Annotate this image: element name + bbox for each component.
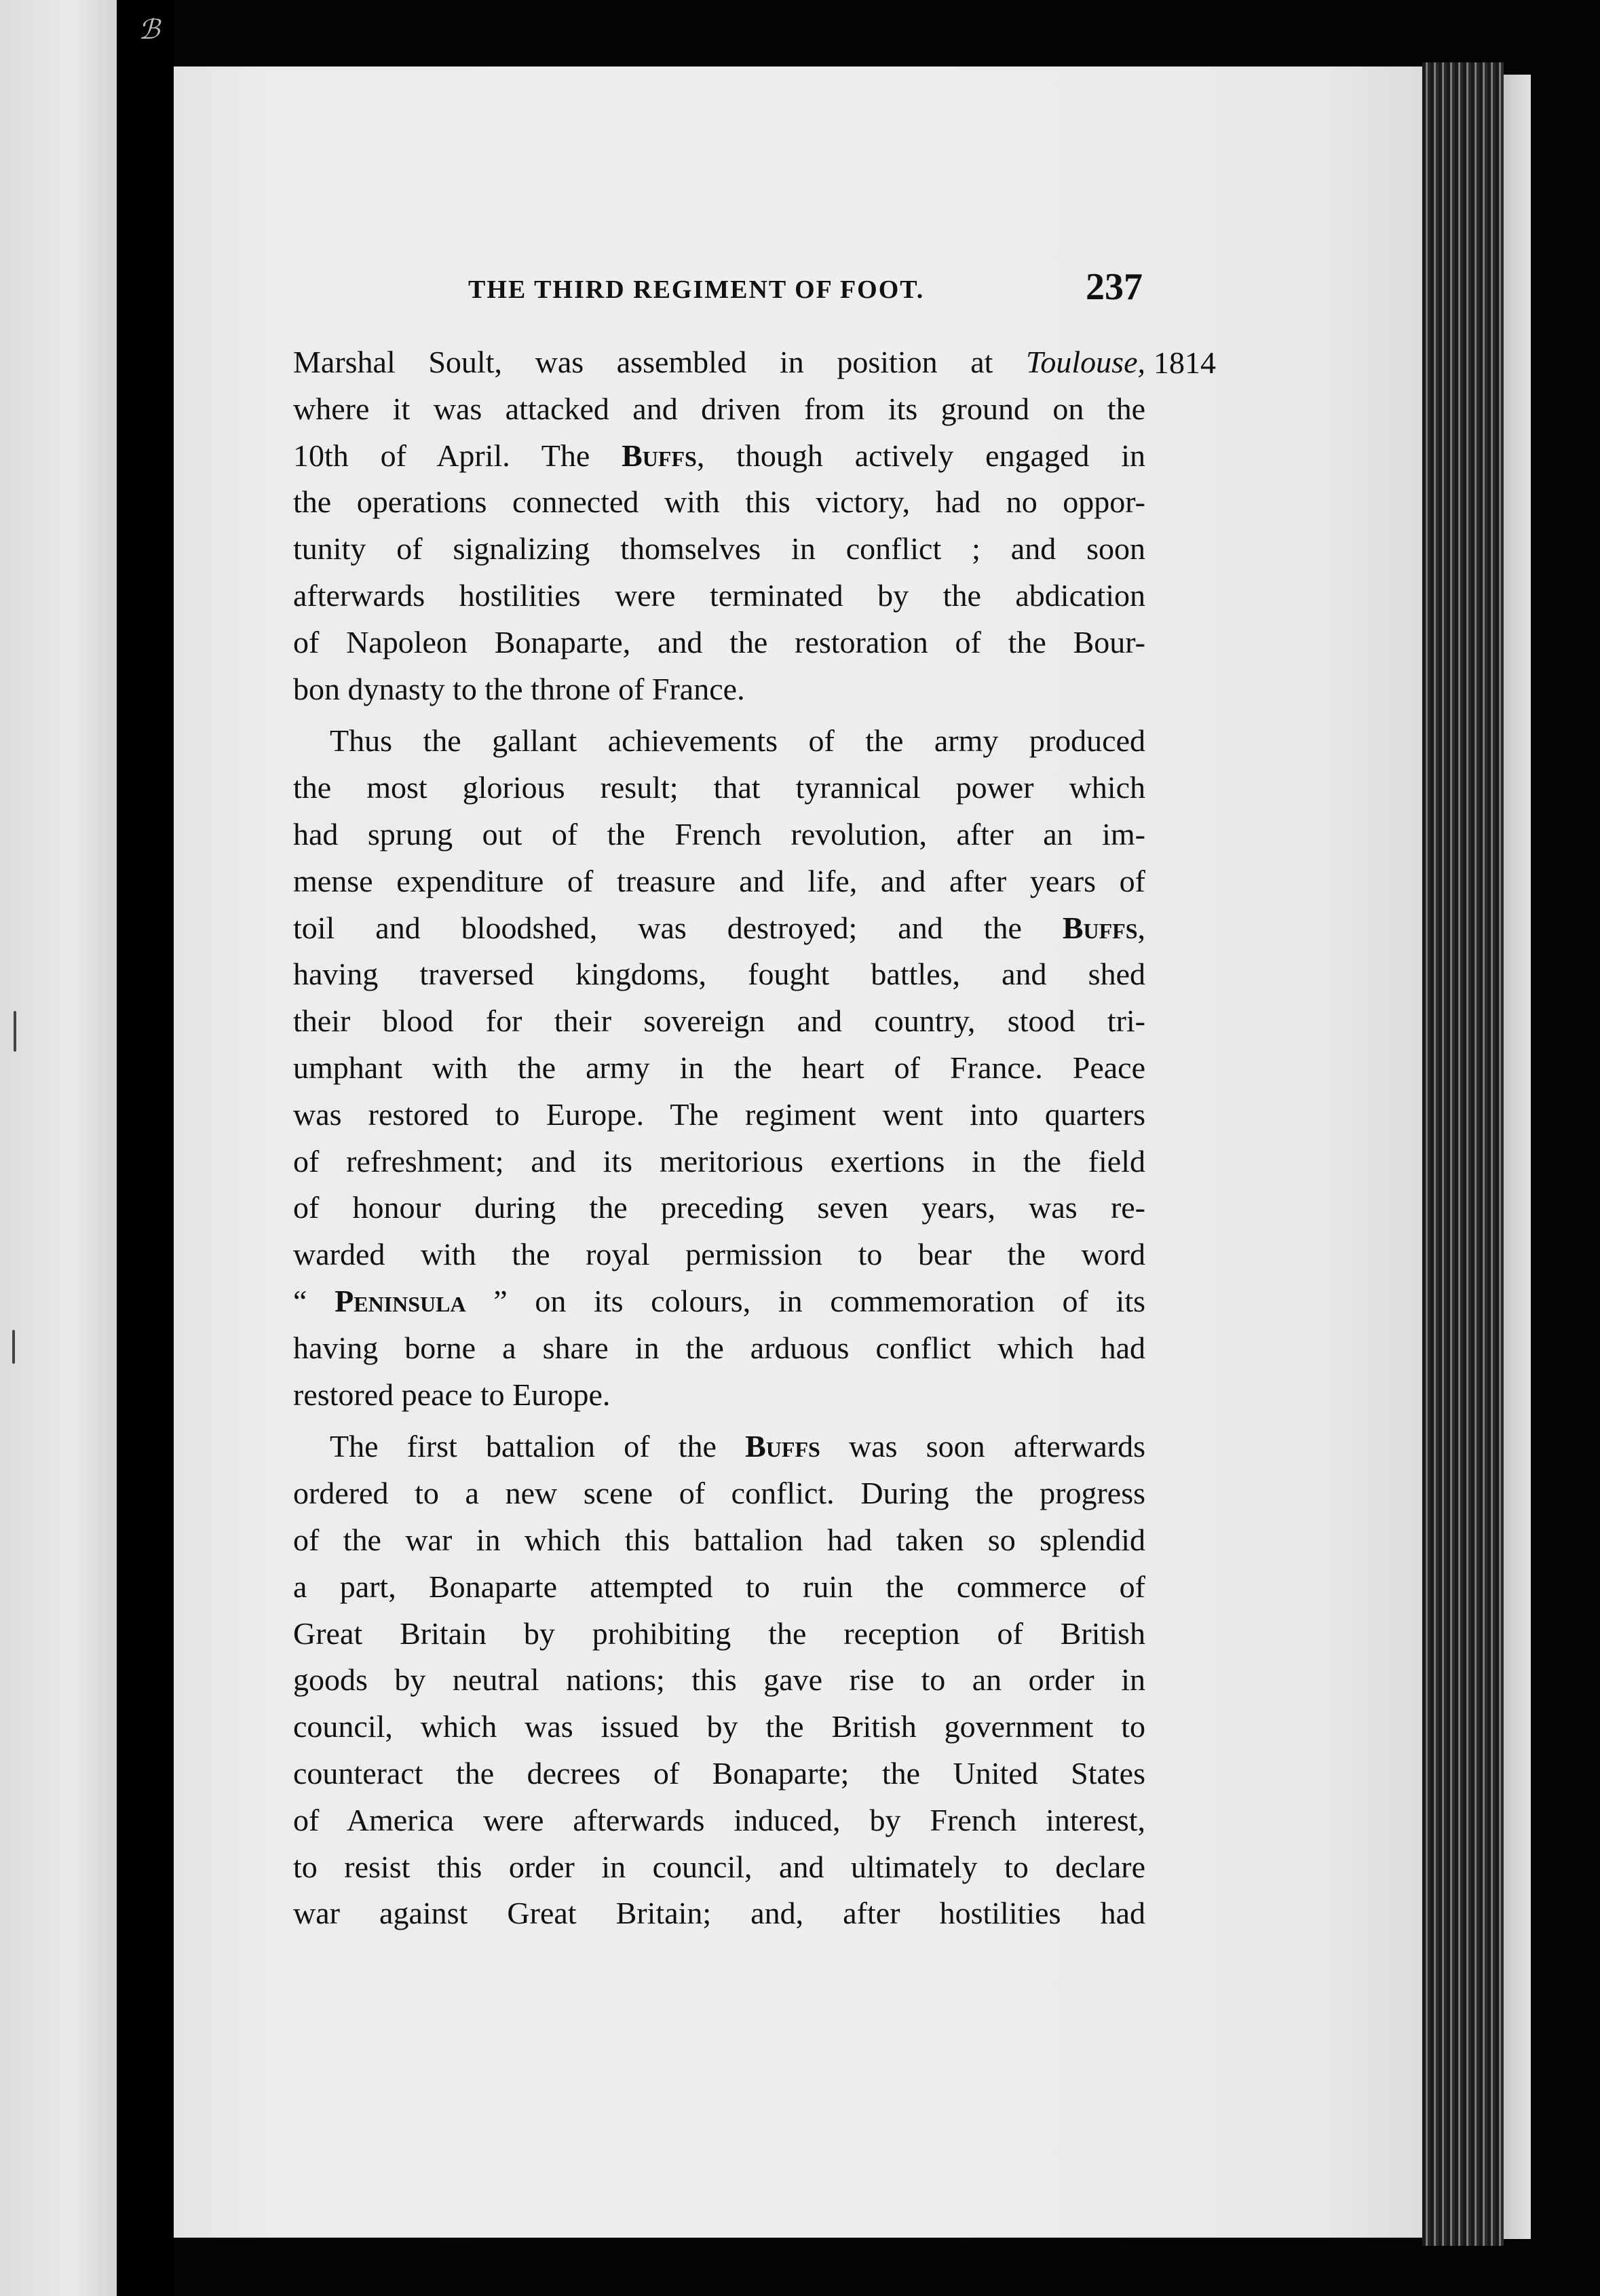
text-line: where it was attacked and driven from its ground on the (293, 391, 1145, 426)
text-line: the operations connected with this victory, had no oppor- (293, 484, 1145, 520)
page-header (468, 266, 1215, 329)
text-line: of Napoleon Bonaparte, and the restoration of the Bour- (293, 624, 1145, 659)
facing-page (0, 0, 117, 2296)
text-line: had sprung out of the French revolution, after an im- (293, 816, 1145, 852)
text-line: of honour during the preceding seven years, was re- (293, 1190, 1145, 1225)
text-line: Great Britain by prohibiting the reception of British (293, 1615, 1145, 1651)
facing-page-mark (12, 1330, 15, 1364)
text-line: 10th of April. The Buffs, though actively engaged in (293, 438, 1145, 473)
text-line: “ Peninsula ” on its colours, in commemoration of its (293, 1283, 1146, 1318)
text-line: of refreshment; and its meritorious exertions in the field (293, 1143, 1145, 1179)
text-line: Thus the gallant achievements of the army produced (330, 723, 1145, 759)
body-text (293, 339, 1145, 1937)
text-line: was restored to Europe. The regiment went into quarters (293, 1096, 1145, 1132)
text-line: having traversed kingdoms, fought battles, and shed (293, 957, 1145, 992)
text-line: tunity of signalizing thomselves in conflict ; and soon (293, 531, 1145, 567)
back-cover-edge (1504, 75, 1531, 2239)
text-line: war against Great Britain; and, after hostilities had (293, 1896, 1145, 1931)
text-line: a part, Bonaparte attempted to ruin the commerce of (293, 1569, 1145, 1604)
text-line: counteract the decrees of Bonaparte; the United States (293, 1755, 1145, 1791)
paragraph-2 (293, 718, 1145, 1418)
corner-mark: ℬ (138, 14, 160, 45)
text-line: umphant with the army in the heart of France. Peace (293, 1050, 1145, 1085)
facing-page-mark (14, 1011, 16, 1052)
text-line: Marshal Soult, was assembled in position at Toulouse, (293, 345, 1145, 379)
text-line: council, which was issued by the British government to (293, 1709, 1145, 1744)
text-line: of the war in which this battalion had taken so splendid (293, 1522, 1145, 1557)
text-line: having borne a share in the arduous conflict which had (293, 1330, 1145, 1365)
text-line: restored peace to Europe. (293, 1377, 611, 1412)
text-line: their blood for their sovereign and country, stood tri- (293, 1003, 1145, 1039)
text-line: mense expenditure of treasure and life, and after years of (293, 863, 1145, 898)
paragraph-3 (293, 1423, 1145, 1937)
text-line: bon dynasty to the throne of France. (293, 671, 745, 706)
text-line: The first battalion of the Buffs was soon afterwards (330, 1429, 1146, 1464)
text-line: goods by neutral nations; this gave rise to an order in (293, 1662, 1145, 1698)
text-line: the most glorious result; that tyrannical power which (293, 770, 1145, 805)
text-line: afterwards hostilities were terminated by the abdication (293, 577, 1145, 613)
text-line: warded with the royal permission to bear the word (293, 1237, 1145, 1272)
text-line: of America were afterwards induced, by French interest, (293, 1802, 1145, 1837)
page-number: 237 (1086, 266, 1143, 308)
text-line: to resist this order in council, and ultimately to declare (293, 1849, 1145, 1884)
margin-year: 1814 (1154, 345, 1216, 380)
book-gutter (117, 0, 174, 2296)
text-line: ordered to a new scene of conflict. During the progress (293, 1476, 1145, 1511)
paragraph-1 (293, 339, 1145, 712)
page-edges (1422, 62, 1504, 2246)
text-line: toil and bloodshed, was destroyed; and the Buffs, (293, 910, 1145, 945)
running-head: THE THIRD REGIMENT OF FOOT. (468, 275, 925, 304)
